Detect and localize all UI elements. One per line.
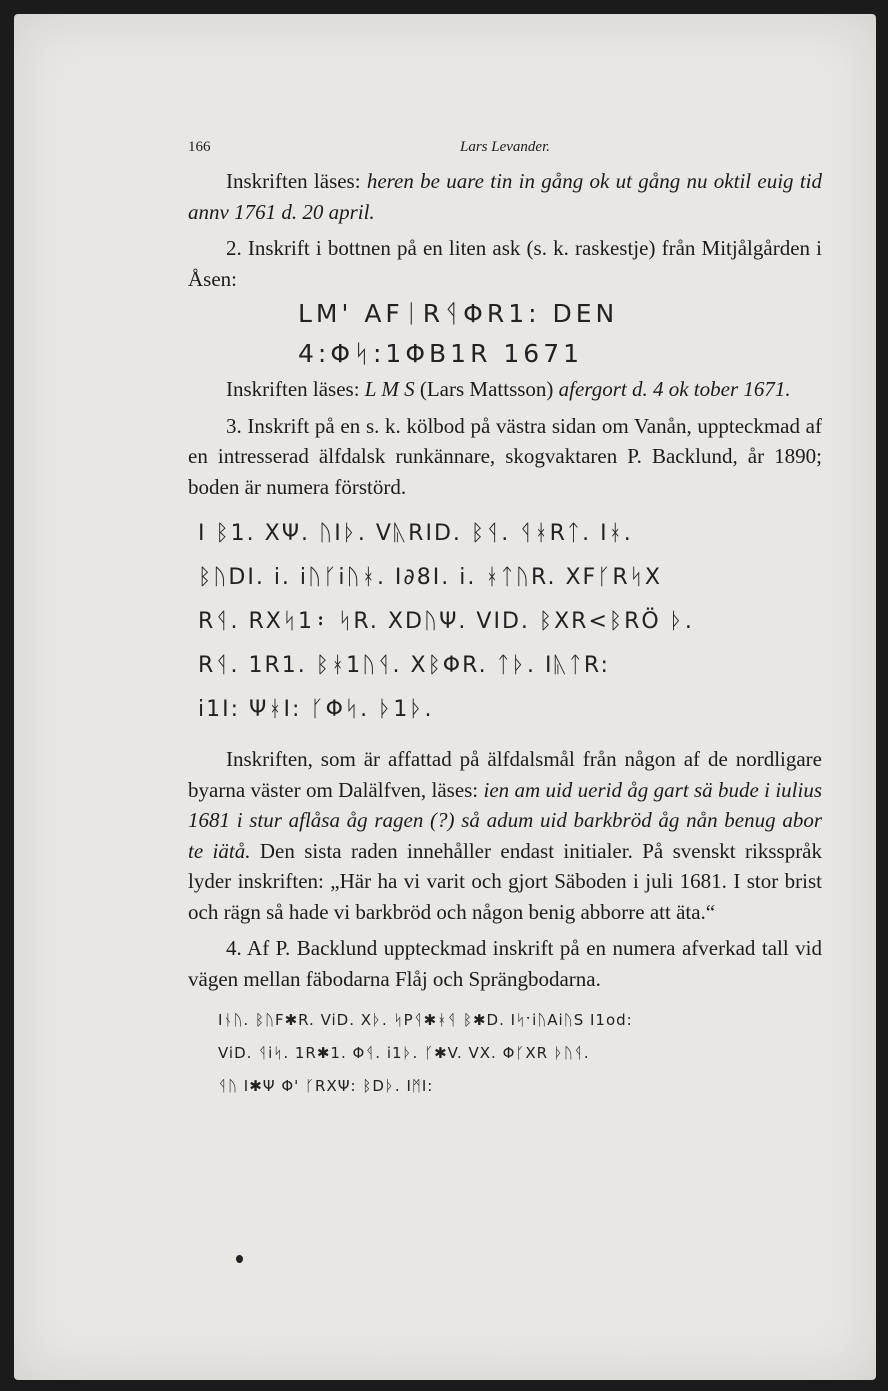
paragraph-2: 2. Inskrift i bottnen på en liten ask (s. k. raskestje) från Mitjålgården i Åsen: (188, 236, 822, 291)
p3-text: Inskriften läses: (226, 377, 365, 401)
rune-inscription-3 (198, 512, 822, 732)
rune-inscription-4 (218, 1004, 822, 1103)
rune-line: Iᚾᚢ. ᛒᚢF✱R. ViD. Xᚦ. ᛋPᛩ✱ᚼᛩ ᛒ✱D. IᛋˑiᚢAiᚢS I1od: (218, 1011, 633, 1029)
rune-line: i1I: ΨᚼI: ᚴΦᛋ. ᚦ1ᚦ. (198, 697, 434, 722)
p5-translation: Den sista raden innehåller endast initialer. På svenskt riksspråk lyder inskriften: „Här ha vi varit och gjort Säboden i juli 1681. I stor brist och rägn så hade vi barkbröd och någon benig abborre att äta.“ (188, 838, 823, 924)
rune-line: 4:Φᛋ:1ΦB1R 1671 (298, 339, 584, 368)
p3-initials: L M S (364, 377, 415, 401)
page-header (188, 132, 822, 166)
running-title: Lars Levander. (459, 139, 550, 155)
rune-line: ᛩᚢ I✱Ψ Φ' ᚴRXΨ: ᛒDᚦ. IᛗI: (218, 1077, 434, 1095)
paragraph-1 (188, 166, 822, 227)
page-number: 166 (188, 139, 211, 155)
paragraph-4: 3. Inskrift på en s. k. kölbod på västra sidan om Vanån, uppteckmad af en intresserad älfdalsk runkännare, skogvaktaren P. Backlund, år 1890; boden är numera förstörd. (188, 413, 822, 499)
rune-line: Rᛩ. 1R1. ᛒᚼ1ᚢᛩ. XᛒΦR. ᛏᚦ. IᚣᛏR: (198, 653, 610, 678)
rune-line: Rᛩ. RXᛋ1᛬ ᛋR. XDᚢΨ. VID. ᛒXR<ᛒRÖ ᚦ. (198, 609, 694, 634)
p5-reading: ien am uid uerid åg gart sä bude i iulius 1681 i stur aflåsa åg ragen (?) så adum uid barkbröd åg nån benug abor te iätå. (188, 777, 822, 863)
page-content (188, 132, 822, 1103)
paragraph-3 (188, 374, 822, 405)
ink-spot (236, 1255, 243, 1263)
p3-reading: afergort d. 4 ok tober 1671. (558, 377, 791, 401)
p3-name: (Lars Mattsson) (414, 377, 559, 401)
p5-text: Inskriften, som är affattad på älfdalsmål från någon af de nordligare byarna väster om Dalälfven, läses: (188, 747, 822, 802)
p1-text: Inskriften läses: (226, 169, 367, 193)
rune-line: ViD. ᛩiᛋ. 1R✱1. Φᛩ. i1ᚦ. ᚴ✱V. VX. ΦᚴXR ᚦᚢᛩ. (218, 1044, 590, 1062)
rune-line: LM' AFᛁRᛩΦR1: DEN (298, 299, 619, 328)
book-page (14, 14, 876, 1380)
rune-line: I ᛒ1. XΨ. ᚢIᚦ. VᚣRID. ᛒᛩ. ᛩᚼRᛏ. Iᚼ. (198, 521, 633, 546)
rune-inscription-2 (188, 294, 822, 374)
paragraph-5 (188, 744, 822, 927)
paragraph-6: 4. Af P. Backlund uppteckmad inskrift på en numera afverkad tall vid vägen mellan fäbodarna Flåj och Sprängbodarna. (188, 936, 822, 991)
p1-reading: heren be uare tin in gång ok ut gång nu oktil euig tid annv 1761 d. 20 april. (188, 169, 822, 224)
rune-line: ᛒᚢDI. i. iᚢᚴiᚢᚼ. I∂8I. i. ᚼᛏᚢR. XFᚴRᛋX (198, 565, 662, 590)
